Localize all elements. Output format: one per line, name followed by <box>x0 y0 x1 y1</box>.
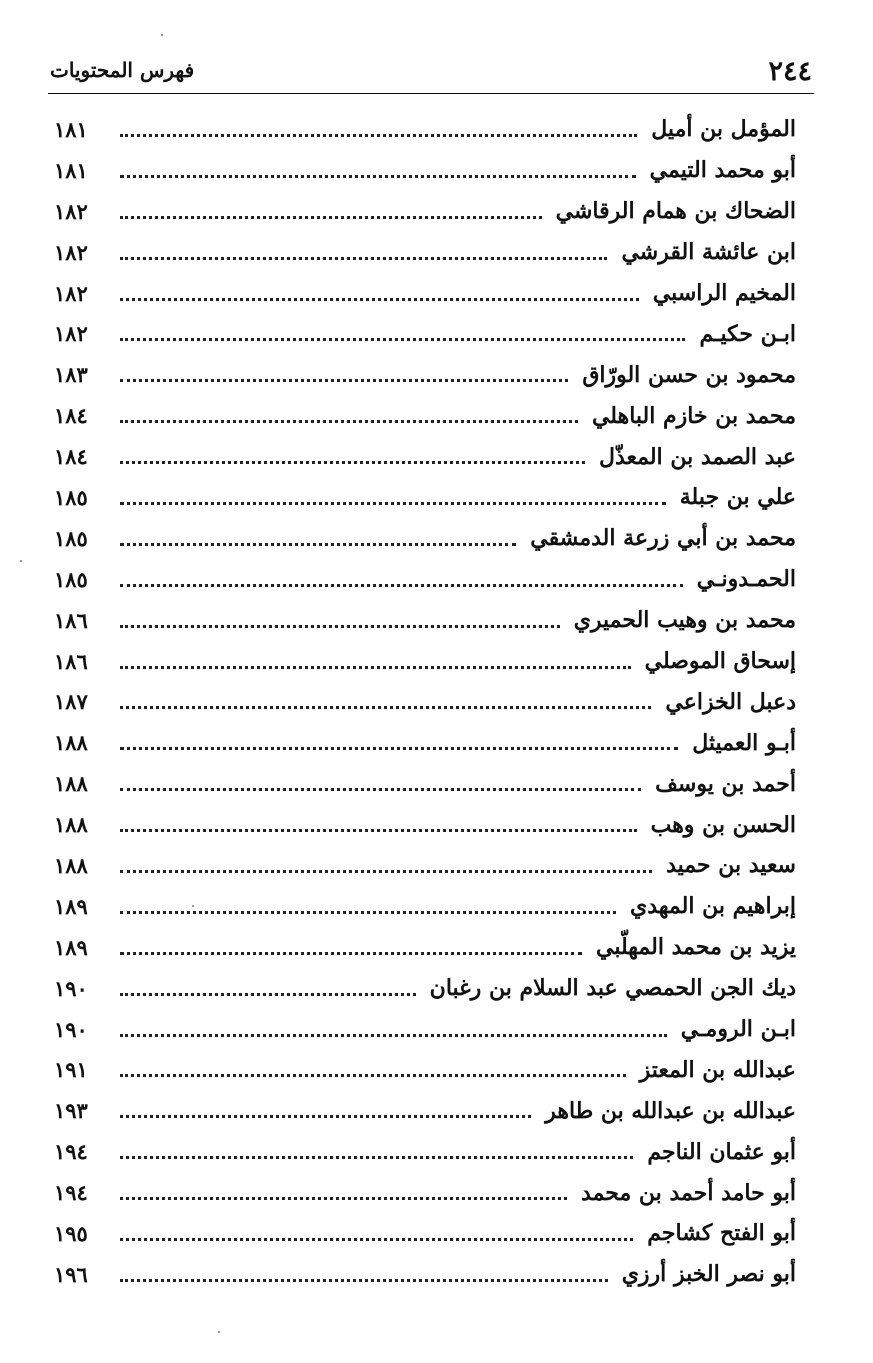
toc-entry-page-number: ١٨٩ <box>54 893 88 919</box>
section-title: فهرس المحتويات <box>50 58 195 82</box>
dot-leader <box>120 1279 608 1282</box>
toc-entry <box>54 927 796 968</box>
toc-entry-page-number: ١٨٤ <box>54 444 88 470</box>
toc-entry-name: أبو عثمان الناجم <box>647 1138 796 1165</box>
toc-entry-page-number: ١٨٥ <box>54 525 88 551</box>
dot-leader <box>120 706 651 709</box>
dot-leader <box>120 461 585 464</box>
scan-speck <box>218 1331 220 1333</box>
toc-entry <box>54 518 796 559</box>
toc-entry <box>54 436 796 477</box>
toc-entry-name: محمود بن حسن الورّاق <box>582 361 796 388</box>
dot-leader <box>120 829 637 832</box>
toc-entry-name: ابن عائشة القرشي <box>621 239 796 266</box>
table-of-contents <box>54 109 796 1295</box>
toc-entry-page-number: ١٨٨ <box>54 812 88 838</box>
toc-entry-name: أحمد بن يوسف <box>655 770 796 797</box>
toc-entry <box>54 1172 796 1213</box>
toc-entry-name: ابـن حكيـم <box>699 320 796 347</box>
toc-entry <box>54 763 796 804</box>
toc-entry-name: المخيم الراسبي <box>652 280 796 306</box>
toc-entry <box>54 641 796 682</box>
toc-entry-name: أبـو العميثل <box>692 729 796 756</box>
toc-entry <box>54 109 796 150</box>
toc-entry-name: عبدالله بن عبدالله بن طاهر <box>545 1097 796 1124</box>
toc-entry <box>54 273 796 314</box>
toc-entry-page-number: ١٨٩ <box>54 934 88 960</box>
toc-entry-page-number: ١٨٢ <box>54 239 88 265</box>
toc-entry-name: يزيد بن محمد المهلّبي <box>596 934 796 961</box>
scan-speck <box>161 34 163 36</box>
toc-entry-name: الحمـدونـي <box>696 566 796 593</box>
dot-leader <box>120 788 641 791</box>
toc-entry-page-number: ١٨٧ <box>54 689 88 715</box>
toc-entry <box>54 1049 796 1090</box>
toc-entry <box>54 1131 796 1172</box>
toc-entry <box>54 600 796 641</box>
toc-entry-name: سعيد بن حميد <box>666 852 796 879</box>
toc-entry-page-number: ١٨٢ <box>54 321 88 347</box>
dot-leader <box>120 1074 626 1077</box>
dot-leader <box>120 870 652 873</box>
toc-entry <box>54 886 796 927</box>
toc-entry-name: المؤمل بن أميل <box>651 116 796 143</box>
toc-entry <box>54 395 796 436</box>
toc-entry-page-number: ١٨١ <box>54 116 88 142</box>
toc-entry-name: إسحاق الموصلي <box>644 648 796 675</box>
toc-entry-page-number: ١٨٥ <box>54 484 88 510</box>
toc-entry-page-number: ١٩٦ <box>54 1261 88 1287</box>
dot-leader <box>120 911 616 914</box>
toc-entry-name: أبو محمد التيمي <box>649 157 796 184</box>
scan-speck <box>20 560 22 562</box>
toc-entry-name: علي بن جبلة <box>679 484 796 511</box>
dot-leader <box>120 420 578 423</box>
toc-entry-page-number: ١٨٦ <box>54 648 88 674</box>
toc-entry <box>54 1009 796 1050</box>
dot-leader <box>120 134 637 137</box>
dot-leader <box>120 1238 633 1241</box>
dot-leader <box>120 257 607 260</box>
toc-entry-page-number: ١٨٥ <box>54 566 88 592</box>
toc-entry-page-number: ١٨٢ <box>54 198 88 224</box>
dot-leader <box>120 338 685 341</box>
dot-leader <box>120 952 582 955</box>
toc-entry-page-number: ١٩٤ <box>54 1180 88 1206</box>
toc-entry-name: محمد بن وهيب الحميري <box>573 607 796 634</box>
dot-leader <box>120 543 516 546</box>
dot-leader <box>120 747 678 750</box>
toc-entry-name: الضحاك بن همام الرقاشي <box>555 198 796 225</box>
toc-entry <box>54 559 796 600</box>
dot-leader <box>120 993 416 996</box>
page-number: ٢٤٤ <box>768 56 812 87</box>
toc-entry <box>54 191 796 232</box>
toc-entry <box>54 354 796 395</box>
toc-entry-page-number: ١٨٣ <box>54 362 88 388</box>
dot-leader <box>120 502 666 505</box>
toc-entry-page-number: ١٩٠ <box>54 1016 88 1042</box>
toc-entry-name: دعبل الخزاعي <box>665 688 796 715</box>
dot-leader <box>120 216 542 219</box>
dot-leader <box>120 1115 531 1118</box>
toc-entry-name: إبراهيم بن المهدي <box>630 893 796 920</box>
toc-entry-page-number: ١٩٣ <box>54 1098 88 1124</box>
dot-leader <box>120 379 568 382</box>
toc-entry <box>54 477 796 518</box>
toc-entry-page-number: ١٨١ <box>54 157 88 183</box>
toc-entry-page-number: ١٨٦ <box>54 607 88 633</box>
page-header <box>50 52 812 92</box>
dot-leader <box>120 1197 567 1200</box>
toc-entry <box>54 804 796 845</box>
toc-entry-name: الحسن بن وهب <box>650 811 796 838</box>
dot-leader <box>120 1156 633 1159</box>
toc-entry-name: ديك الجن الحمصي عبد السلام بن رغبان <box>429 975 796 1002</box>
scan-speck <box>192 905 194 907</box>
toc-entry-name: محمد بن أبي زرعة الدمشقي <box>530 525 796 552</box>
toc-entry-name: أبو الفتح كشاجم <box>647 1220 796 1247</box>
toc-entry <box>54 1213 796 1254</box>
dot-leader <box>120 625 560 628</box>
toc-entry <box>54 722 796 763</box>
toc-entry-page-number: ١٩٤ <box>54 1139 88 1165</box>
header-rule <box>48 93 814 94</box>
toc-entry-page-number: ١٨٨ <box>54 730 88 756</box>
toc-entry-page-number: ١٨٨ <box>54 852 88 878</box>
dot-leader <box>120 584 683 587</box>
toc-entry <box>54 1254 796 1295</box>
toc-entry-name: أبو حامد أحمد بن محمد <box>581 1179 796 1206</box>
toc-entry <box>54 968 796 1009</box>
dot-leader <box>120 298 639 301</box>
toc-entry <box>54 681 796 722</box>
toc-entry-page-number: ١٩١ <box>54 1057 88 1083</box>
toc-entry-name: عبدالله بن المعتز <box>639 1056 796 1083</box>
toc-entry <box>54 232 796 273</box>
toc-entry-name: عبد الصمد بن المعذّل <box>598 443 796 470</box>
toc-entry-name: ابـن الرومـي <box>680 1016 796 1043</box>
toc-entry-page-number: ١٨٢ <box>54 280 88 306</box>
toc-entry-page-number: ١٨٤ <box>54 403 88 429</box>
toc-entry-page-number: ١٨٨ <box>54 771 88 797</box>
dot-leader <box>120 175 636 178</box>
toc-entry <box>54 845 796 886</box>
dot-leader <box>120 666 631 669</box>
toc-entry-name: محمد بن خازم الباهلي <box>591 402 796 429</box>
toc-entry-name: أبو نصر الخبز أرزي <box>621 1261 796 1288</box>
toc-entry <box>54 1090 796 1131</box>
toc-entry-page-number: ١٩٥ <box>54 1220 88 1246</box>
toc-entry <box>54 150 796 191</box>
toc-entry-page-number: ١٩٠ <box>54 975 88 1001</box>
dot-leader <box>120 1034 667 1037</box>
toc-entry <box>54 313 796 354</box>
